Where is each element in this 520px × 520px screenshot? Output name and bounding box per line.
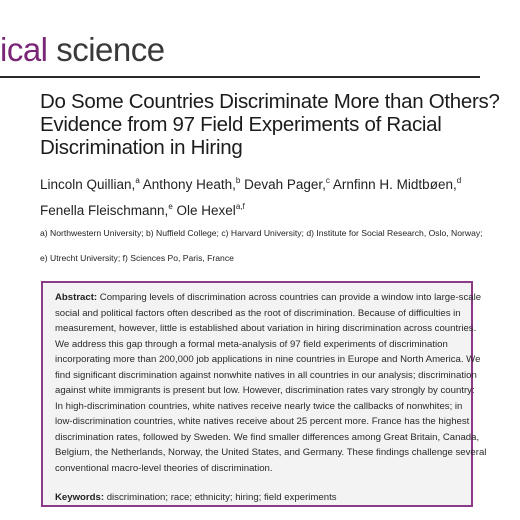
author-name: Lincoln Quillian,: [40, 177, 136, 192]
author-affil-mark: c: [325, 176, 330, 185]
author-affil-mark: e: [168, 202, 173, 211]
abstract-line: In high-discrimination countries, white natives receive nearly twice the callbacks of nonwhites; in: [55, 400, 463, 412]
keywords-label: Keywords:: [55, 492, 105, 503]
article-title: [40, 90, 500, 159]
author-list: [40, 170, 500, 222]
abstract-text: [55, 290, 487, 476]
author-line-2: [40, 196, 500, 222]
abstract-line-text: Comparing levels of discrimination across countries can provide a window into large-scale: [99, 292, 482, 303]
abstract-box: [41, 281, 487, 507]
abstract-line: conventional macro-level theories of discrimination.: [55, 462, 273, 474]
abstract-line: We address this gap through a formal meta-analysis of 97 field experiments of discrimination: [55, 338, 448, 350]
journal-masthead: [0, 30, 165, 70]
author-line-1: [40, 170, 500, 196]
title-line: Evidence from 97 Field Experiments of Racial: [40, 113, 442, 136]
abstract-line: find significant discrimination against nonwhite natives in all countries in our analysis; discrimination: [55, 369, 477, 381]
title-line: Discrimination in Hiring: [40, 136, 243, 159]
abstract-line: against white immigrants is present but low. However, discrimination rates vary strongly by country:: [55, 385, 475, 396]
header-rule: [0, 76, 480, 78]
affiliations-line-2: e) Utrecht University; f) Sciences Po, Paris, France: [40, 253, 234, 263]
keywords-text: discrimination; race; ethnicity; hiring; field experiments: [106, 492, 337, 503]
author-name: Arnfinn H. Midtbøen,: [332, 177, 457, 192]
author-name: Devah Pager,: [244, 177, 326, 192]
affiliations-line-1: a) Northwestern University; b) Nuffield College; c) Harvard University; d) Institute for Social Research, Oslo, Norway;: [40, 228, 483, 238]
abstract-line: Belgium, the Netherlands, Norway, the United States, and Germany. These findings challenge several: [55, 447, 487, 458]
abstract-line: discrimination rates, followed by Sweden. We find smaller differences among Great Britain, Canada,: [55, 431, 480, 443]
author-affil-mark: b: [235, 176, 241, 185]
title-line: Do Some Countries Discriminate More than Others?: [40, 90, 500, 113]
keywords: [55, 490, 461, 505]
author-affil-mark: a,f: [235, 202, 245, 211]
abstract-line: [55, 290, 482, 306]
author-affil-mark: a: [135, 176, 140, 185]
abstract-line: incorporating more than 200,000 job applications in nine countries in Europe and North America. We: [55, 354, 481, 365]
author-name: Fenella Fleischmann,: [40, 203, 169, 218]
masthead-text: science: [56, 31, 165, 68]
author-name: Ole Hexel: [176, 203, 236, 218]
abstract-label: Abstract:: [55, 292, 98, 303]
author-affil-mark: d: [456, 176, 462, 185]
abstract-line: social and political factors often described as the root of discrimination. Because of difficulties in: [55, 307, 461, 319]
abstract-line: low-discrimination countries, white natives receive about 25 percent more. France has the highest: [55, 416, 470, 427]
author-name: Anthony Heath,: [142, 177, 236, 192]
abstract-line: measurement, however, little is established about variation in hiring discrimination across countries.: [55, 323, 477, 334]
masthead-accent-text: ical: [0, 31, 48, 68]
